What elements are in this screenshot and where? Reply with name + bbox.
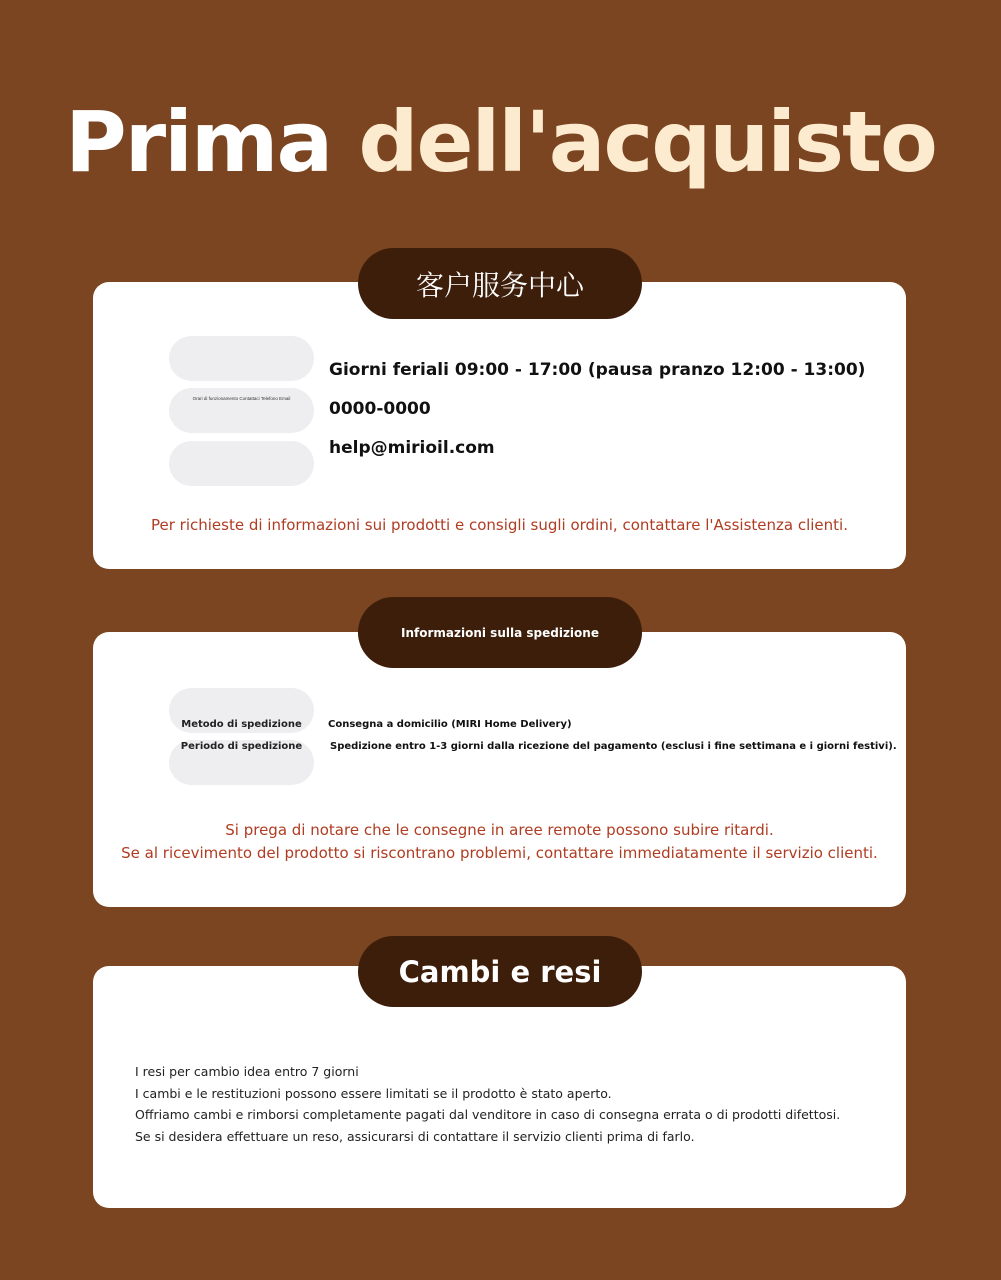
hours-value: Giorni feriali 09:00 - 17:00 (pausa pranzo 12:00 - 13:00): [329, 360, 866, 380]
title-word-prima: Prima: [65, 93, 332, 191]
customer-service-heading: 客户服务中心: [358, 248, 642, 319]
returns-line: Se si desidera effettuare un reso, assicurarsi di contattare il servizio clienti prima di farlo.: [135, 1128, 695, 1144]
page-title: [0, 92, 1001, 192]
label-pill-email: [169, 441, 314, 486]
customer-service-note: Per richieste di informazioni sui prodotti e consigli sugli ordini, contattare l'Assistenza clienti.: [150, 516, 848, 534]
shipping-heading: Informazioni sulla spedizione: [358, 597, 642, 668]
shipping-period-label: Periodo di spedizione: [180, 741, 303, 752]
returns-line: Offriamo cambi e rimborsi completamente pagati dal venditore in caso di consegna errata o di prodotti difettosi.: [135, 1107, 841, 1122]
shipping-method-value: Consegna a domicilio (MIRI Home Delivery): [328, 719, 572, 730]
phone-value: 0000-0000: [329, 399, 431, 419]
returns-text: [135, 1061, 840, 1147]
returns-line: I resi per cambio idea entro 7 giorni: [135, 1064, 359, 1079]
shipping-note-line1: Si prega di notare che le consegne in aree remote possono subire ritardi.: [225, 821, 774, 839]
title-word-acquisto: dell'acquisto: [358, 93, 936, 191]
shipping-period-value: Spedizione entro 1-3 giorni dalla ricezione del pagamento (esclusi i fine settimana e i giorni festivi).: [330, 741, 897, 752]
shipping-note-line2: Se al ricevimento del prodotto si riscontrano problemi, contattare immediatamente il servizio clienti.: [121, 844, 878, 862]
label-pill-hours: [169, 336, 314, 381]
email-link[interactable]: help@mirioil.com: [329, 438, 495, 458]
shipping-method-label: Metodo di spedizione: [181, 719, 302, 730]
label-pill-phone: [169, 388, 314, 433]
returns-heading: Cambi e resi: [358, 936, 642, 1007]
contact-labels-text: Orari di funzionamento Contattaci Telefono Email: [192, 396, 291, 401]
returns-line: I cambi e le restituzioni possono essere limitati se il prodotto è stato aperto.: [135, 1085, 612, 1101]
